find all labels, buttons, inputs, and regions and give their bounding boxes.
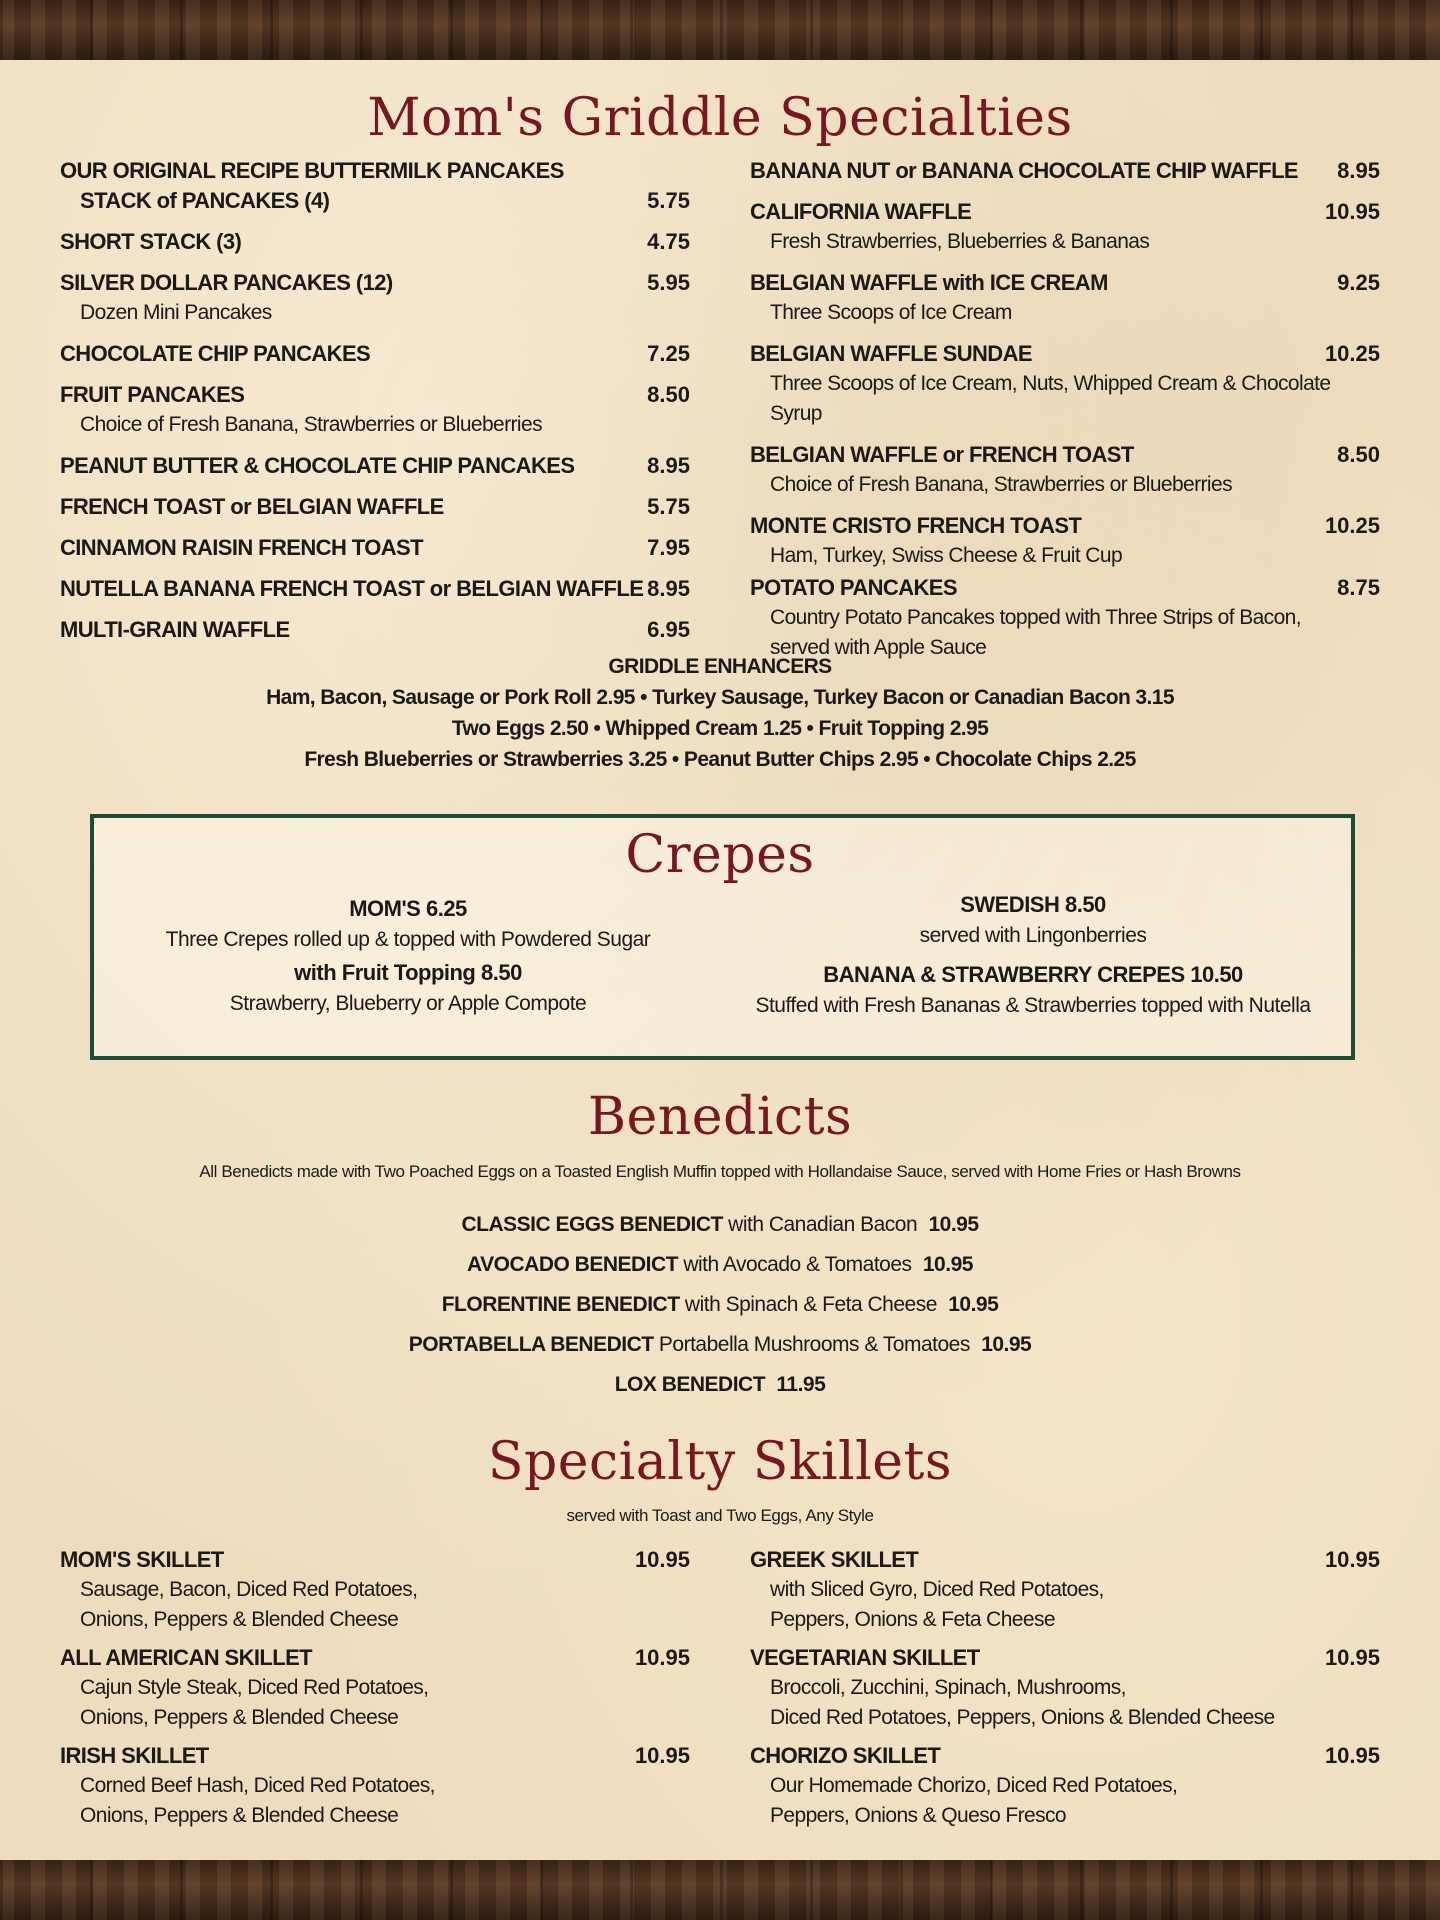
item-name: CINNAMON RAISIN FRENCH TOAST [60,535,423,560]
item-name: GREEK SKILLET [750,1547,919,1572]
item-name: SHORT STACK (3) [60,229,242,254]
benedict-price: 10.95 [948,1293,999,1316]
menu-item [60,1643,690,1733]
item-desc: Three Scoops of Ice Cream, Nuts, Whipped Cream & Chocolate Syrup [770,372,1331,425]
item-price: 10.25 [1324,341,1380,366]
item-desc: Dozen Mini Pancakes [80,301,272,324]
item-price: 8.95 [647,576,690,601]
item-name: OUR ORIGINAL RECIPE BUTTERMILK PANCAKES [60,158,564,183]
item-desc: Our Homemade Chorizo, Diced Red Potatoes, [770,1774,1178,1797]
item-desc: Broccoli, Zucchini, Spinach, Mushrooms, [770,1676,1126,1699]
item-price: 9.25 [1337,270,1380,295]
item-price: 10.95 [1324,199,1380,224]
crepe-desc: served with Lingonberries [919,924,1147,947]
item-desc: Three Scoops of Ice Cream [770,301,1012,324]
enhancers-line: Fresh Blueberries or Strawberries 3.25 • Peanut Butter Chips 2.95 • Chocolate Chips 2.25 [304,748,1136,771]
skillets-right-column [750,1545,1380,1831]
menu-item [750,440,1380,500]
benedict-name: FLORENTINE BENEDICT [441,1293,680,1316]
benedict-name: CLASSIC EGGS BENEDICT [461,1213,723,1236]
item-name: BELGIAN WAFFLE or FRENCH TOAST [750,442,1134,467]
crepe-desc: Stuffed with Fresh Bananas & Strawberries topped with Nutella [755,994,1311,1017]
benedict-item [0,1325,1440,1365]
item-price: 10.95 [634,1645,690,1670]
item-price: 5.95 [647,270,690,295]
item-desc: Onions, Peppers & Blended Cheese [80,1706,399,1729]
crepe-desc: Strawberry, Blueberry or Apple Compote [229,992,587,1015]
item-name: CHOCOLATE CHIP PANCAKES [60,341,371,366]
wood-header-band [0,0,1440,60]
enhancers-line: Two Eggs 2.50 • Whipped Cream 1.25 • Fruit Topping 2.95 [451,717,989,740]
item-name: CHORIZO SKILLET [750,1743,941,1768]
menu-item [60,492,690,522]
menu-item [750,197,1380,257]
item-desc: Choice of Fresh Banana, Strawberries or Blueberries [80,413,542,436]
crepe-desc: Three Crepes rolled up & topped with Powdered Sugar [165,928,651,951]
benedict-item [0,1205,1440,1245]
menu-item [750,1545,1380,1635]
item-name: BANANA NUT or BANANA CHOCOLATE CHIP WAFFLE [750,158,1298,183]
crepe-name: SWEDISH 8.50 [960,892,1106,917]
menu-item [60,615,690,645]
item-price: 8.75 [1337,575,1380,600]
benedict-price: 10.95 [928,1213,979,1236]
crepe-name: with Fruit Topping 8.50 [294,960,522,985]
menu-item [750,573,1380,663]
benedict-name: PORTABELLA BENEDICT [408,1333,654,1356]
griddle-right-column [750,156,1380,663]
item-name: FRENCH TOAST or BELGIAN WAFFLE [60,494,444,519]
benedict-desc: with Spinach & Feta Cheese [679,1293,943,1316]
enhancers-heading: GRIDDLE ENHANCERS [608,655,832,678]
griddle-enhancers [0,651,1440,775]
benedicts-list [0,1205,1440,1405]
menu-item [750,268,1380,328]
benedict-price: 10.95 [981,1333,1032,1356]
item-name: FRUIT PANCAKES [60,382,245,407]
benedict-name: AVOCADO BENEDICT [467,1253,678,1276]
benedict-name: LOX BENEDICT [614,1373,766,1396]
enhancers-line: Ham, Bacon, Sausage or Pork Roll 2.95 • Turkey Sausage, Turkey Bacon or Canadian Bacon 3.15 [266,686,1174,709]
griddle-left-column [60,156,690,645]
item-price: 7.25 [647,341,690,366]
skillets-subtitle: served with Toast and Two Eggs, Any Style [566,1506,874,1525]
item-desc: Corned Beef Hash, Diced Red Potatoes, [80,1774,435,1797]
menu-item [60,268,690,328]
item-price: 10.95 [1324,1645,1380,1670]
menu-item [750,511,1380,571]
benedicts-subtitle: All Benedicts made with Two Poached Eggs on a Toasted English Muffin topped with Hollandaise Sauce, served with Home Fries or Hash Browns [199,1162,1241,1181]
item-desc: Peppers, Onions & Feta Cheese [770,1608,1055,1631]
item-price: 4.75 [647,229,690,254]
item-name: BELGIAN WAFFLE SUNDAE [750,341,1032,366]
menu-item [60,1741,690,1831]
crepe-name: BANANA & STRAWBERRY CREPES 10.50 [823,962,1243,987]
menu-item [60,574,690,604]
item-name: STACK of PANCAKES (4) [80,188,330,213]
item-price: 8.95 [647,453,690,478]
item-name: NUTELLA BANANA FRENCH TOAST or BELGIAN WAFFLE [60,576,644,601]
item-price: 8.50 [1337,442,1380,467]
benedict-price: 10.95 [922,1253,973,1276]
item-desc: Onions, Peppers & Blended Cheese [80,1608,399,1631]
crepes-title: Crepes [625,825,815,885]
item-name: PEANUT BUTTER & CHOCOLATE CHIP PANCAKES [60,453,575,478]
menu-item [60,339,690,369]
benedict-item [0,1285,1440,1325]
menu-item [60,227,690,257]
menu-item [60,186,690,216]
item-price: 6.95 [647,617,690,642]
item-desc: Ham, Turkey, Swiss Cheese & Fruit Cup [770,544,1123,567]
item-price: 10.95 [634,1743,690,1768]
item-desc: Diced Red Potatoes, Peppers, Onions & Blended Cheese [770,1706,1275,1729]
menu-item [750,1643,1380,1733]
menu-item [60,380,690,440]
item-price: 10.25 [1324,513,1380,538]
item-desc: Peppers, Onions & Queso Fresco [770,1804,1066,1827]
item-price: 10.95 [634,1547,690,1572]
skillets-left-column [60,1545,690,1831]
item-name: MONTE CRISTO FRENCH TOAST [750,513,1082,538]
benedict-desc: with Canadian Bacon [722,1213,923,1236]
crepe-moms [108,893,708,1019]
item-desc: Cajun Style Steak, Diced Red Potatoes, [80,1676,429,1699]
item-desc: Onions, Peppers & Blended Cheese [80,1804,399,1827]
item-price: 10.95 [1324,1547,1380,1572]
item-name: MOM'S SKILLET [60,1547,224,1572]
benedict-item [0,1245,1440,1285]
item-name: SILVER DOLLAR PANCAKES (12) [60,270,393,295]
benedict-desc: with Avocado & Tomatoes [678,1253,917,1276]
item-desc: Country Potato Pancakes topped with Three Strips of Bacon, [770,606,1301,629]
item-price: 7.95 [647,535,690,560]
item-desc: served with Apple Sauce [770,636,987,659]
item-name: ALL AMERICAN SKILLET [60,1645,312,1670]
benedict-desc: Portabella Mushrooms & Tomatoes [653,1333,976,1356]
benedict-price: 11.95 [776,1373,826,1396]
benedict-item [0,1365,1440,1405]
menu-item [750,156,1380,186]
item-desc: Sausage, Bacon, Diced Red Potatoes, [80,1578,418,1601]
item-price: 5.75 [647,188,690,213]
item-name: BELGIAN WAFFLE with ICE CREAM [750,270,1108,295]
benedicts-title: Benedicts [587,1087,853,1147]
menu-item [60,533,690,563]
item-price: 5.75 [647,494,690,519]
griddle-title: Mom's Griddle Specialties [367,88,1073,148]
item-name: MULTI-GRAIN WAFFLE [60,617,290,642]
menu-item [60,1545,690,1635]
item-name: IRISH SKILLET [60,1743,209,1768]
skillets-title: Specialty Skillets [487,1432,953,1492]
menu-item [60,451,690,481]
item-desc: with Sliced Gyro, Diced Red Potatoes, [770,1578,1104,1601]
item-name: POTATO PANCAKES [750,575,957,600]
item-name: VEGETARIAN SKILLET [750,1645,980,1670]
item-price: 10.95 [1324,1743,1380,1768]
item-price: 8.95 [1337,158,1380,183]
crepe-swedish [733,889,1333,1021]
menu-item [750,1741,1380,1831]
item-desc: Choice of Fresh Banana, Strawberries or Blueberries [770,473,1232,496]
menu-item [60,156,690,186]
item-desc: Fresh Strawberries, Blueberries & Bananas [770,230,1150,253]
item-name: CALIFORNIA WAFFLE [750,199,972,224]
benedict-desc [765,1373,770,1396]
wood-footer-band [0,1860,1440,1920]
item-price: 8.50 [647,382,690,407]
menu-item [750,339,1380,429]
crepe-name: MOM'S 6.25 [349,896,467,921]
